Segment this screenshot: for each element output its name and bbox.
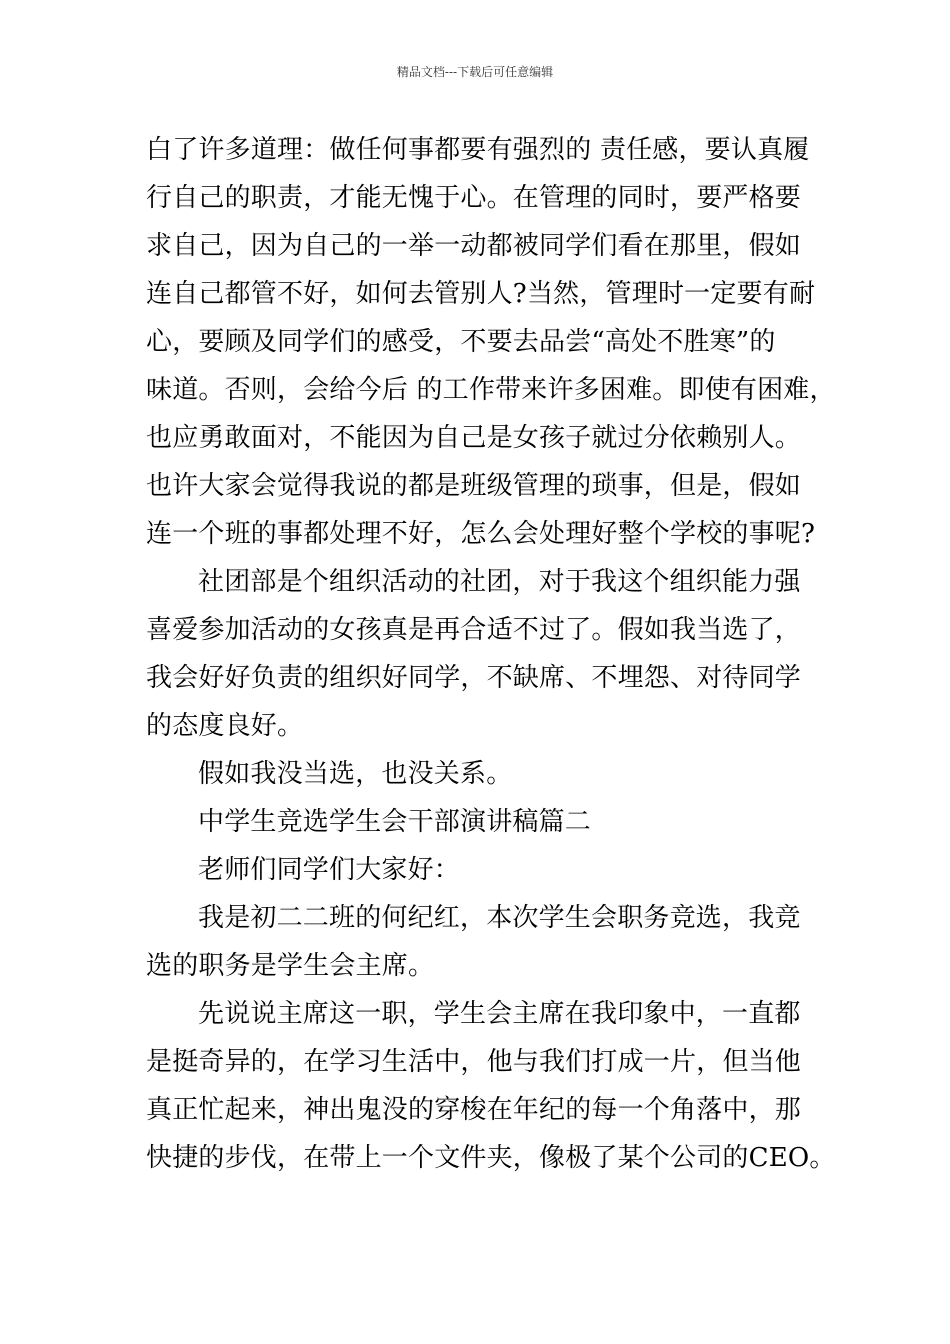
text-line: 白了许多道理：做任何事都要有强烈的 责任感，要认真履 (146, 135, 810, 165)
text-line: 是挺奇异的，在学习生活中，他与我们打成一片，但当他 (146, 1047, 802, 1077)
section-heading: 中学生竞选学生会干部演讲稿篇二 (198, 807, 592, 837)
text-line: 先说说主席这一职，学生会主席在我印象中，一直都 (198, 999, 801, 1029)
text-line: 快捷的步伐，在带上一个文件夹，像极了某个公司的CEO。 (146, 1143, 836, 1173)
text-line: 假如我没当选，也没关系。 (198, 759, 513, 789)
text-line: 味道。否则，会给今后 的工作带来许多困难。即使有困难， (146, 375, 836, 405)
text-line: 的态度良好。 (146, 711, 304, 741)
text-line: 我会好好负责的组织好同学，不缺席、不埋怨、对待同学 (146, 663, 802, 693)
text-line: 行自己的职责，才能无愧于心。在管理的同时，要严格要 (146, 183, 802, 213)
text-line: 真正忙起来，神出鬼没的穿梭在年纪的每一个角落中，那 (146, 1095, 802, 1125)
text-line: 社团部是个组织活动的社团，对于我这个组织能力强 (198, 567, 801, 597)
text-line: 心，要顾及同学们的感受，不要去品尝“高处不胜寒”的 (146, 327, 776, 357)
text-line: 求自己，因为自己的一举一动都被同学们看在那里，假如 (146, 231, 802, 261)
text-line: 也许大家会觉得我说的都是班级管理的琐事，但是，假如 (146, 471, 802, 501)
text-line: 喜爱参加活动的女孩真是再合适不过了。假如我当选了， (146, 615, 802, 645)
text-line: 选的职务是学生会主席。 (146, 951, 435, 981)
text-line: 连自己都管不好，如何去管别人?当然，管理时一定要有耐 (146, 279, 816, 309)
text-line: 连一个班的事都处理不好，怎么会处理好整个学校的事呢? (146, 519, 816, 549)
document-body (146, 126, 836, 1182)
greeting-line: 老师们同学们大家好： (198, 855, 461, 885)
text-line: 也应勇敢面对，不能因为自己是女孩子就过分依赖别人。 (146, 423, 802, 453)
text-line: 我是初二二班的何纪红，本次学生会职务竞选，我竞 (198, 903, 801, 933)
page-header: 精品文档---下载后可任意编辑 (396, 65, 554, 79)
